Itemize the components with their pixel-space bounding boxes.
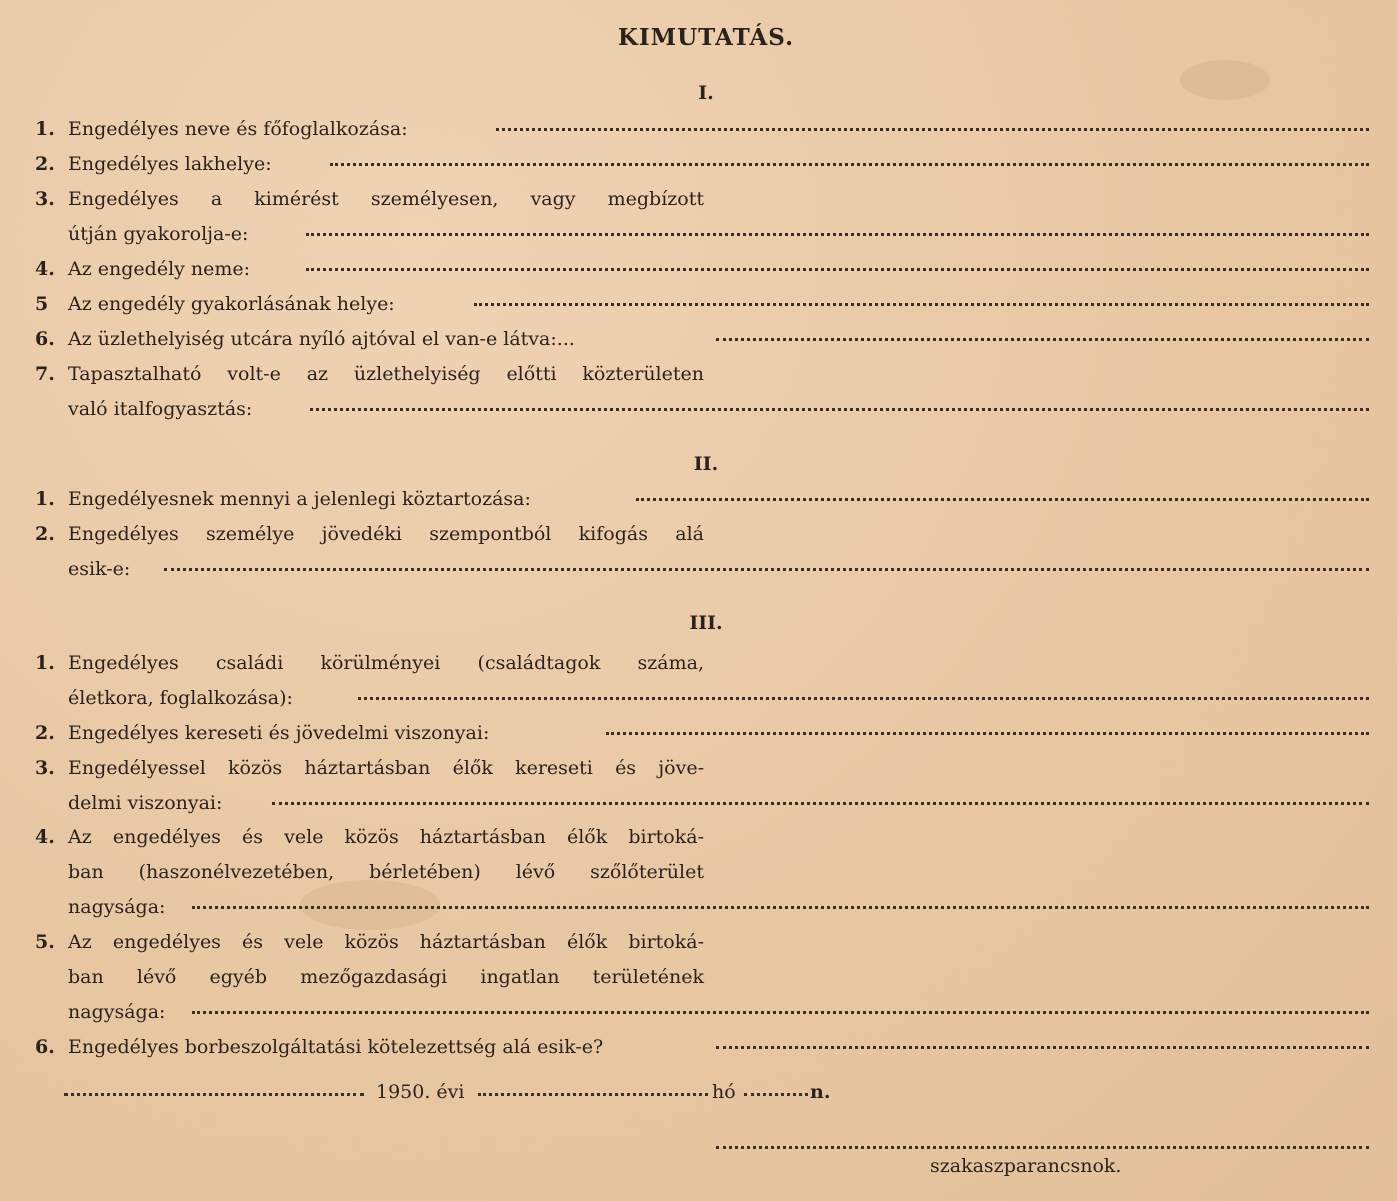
item-text: Tapasztalható volt-e az üzlethelyiség előtti közterületen: [68, 363, 704, 385]
answer-line[interactable]: [272, 802, 1369, 805]
item-number: 1.: [35, 652, 55, 674]
answer-line[interactable]: [716, 1046, 1369, 1049]
item-text: Engedélyes családi körülményei (családtagok száma,: [68, 652, 704, 674]
item-number: 2.: [35, 722, 55, 744]
month-label: hó: [712, 1081, 736, 1103]
item-text: Az üzlethelyiség utcára nyíló ajtóval el van-e látva:...: [68, 328, 575, 350]
item-text-continued: esik-e:: [68, 558, 131, 580]
item-number: 5.: [35, 931, 55, 953]
answer-line[interactable]: [306, 268, 1369, 271]
item-text: Engedélyessel közös háztartásban élők kereseti és jöve-: [68, 757, 704, 779]
item-text: Az engedély gyakorlásának helye:: [68, 293, 395, 315]
answer-line[interactable]: [636, 498, 1369, 501]
answer-line[interactable]: [716, 338, 1369, 341]
signature-line[interactable]: [716, 1146, 1369, 1149]
item-number: 5: [35, 293, 49, 315]
paper-stain: [300, 880, 440, 930]
section-3-heading: III.: [689, 612, 723, 634]
section-1-heading: I.: [698, 82, 714, 104]
place-line[interactable]: [64, 1093, 364, 1096]
answer-line[interactable]: [306, 233, 1369, 236]
item-text: Engedélyes neve és főfoglalkozása:: [68, 118, 408, 140]
item-text: Engedélyes kereseti és jövedelmi viszonyai:: [68, 722, 490, 744]
item-text: Az engedélyes és vele közös háztartásban élők birtoká-: [68, 931, 704, 953]
year-label: 1950. évi: [376, 1081, 465, 1103]
item-number: 2.: [35, 523, 55, 545]
answer-line[interactable]: [606, 732, 1369, 735]
answer-line[interactable]: [358, 697, 1369, 700]
item-number: 7.: [35, 363, 55, 385]
item-text-continued: ban (haszonélvezetében, bérletében) lévő szőlőterület: [68, 861, 704, 883]
item-number: 6.: [35, 1036, 55, 1058]
day-line[interactable]: [744, 1093, 808, 1096]
answer-line[interactable]: [164, 568, 1369, 571]
item-text: Az engedély neme:: [68, 258, 251, 280]
item-text-continued: nagysága:: [68, 1001, 166, 1023]
item-number: 4.: [35, 258, 55, 280]
month-line[interactable]: [478, 1093, 708, 1096]
item-text-continued: delmi viszonyai:: [68, 792, 223, 814]
item-number: 4.: [35, 826, 55, 848]
day-label: n.: [810, 1081, 831, 1103]
item-text-continued: ban lévő egyéb mezőgazdasági ingatlan területének: [68, 966, 704, 988]
item-number: 1.: [35, 118, 55, 140]
answer-line[interactable]: [192, 1011, 1369, 1014]
section-2-heading: II.: [693, 453, 719, 475]
answer-line[interactable]: [192, 906, 1369, 909]
item-text-continued: életkora, foglalkozása):: [68, 687, 293, 709]
item-text: Engedélyes a kimérést személyesen, vagy megbízott: [68, 188, 704, 210]
item-number: 6.: [35, 328, 55, 350]
item-text: Engedélyes borbeszolgáltatási kötelezettség alá esik-e?: [68, 1036, 604, 1058]
answer-line[interactable]: [496, 128, 1369, 131]
item-text: Engedélyes lakhelye:: [68, 153, 272, 175]
item-number: 3.: [35, 757, 55, 779]
item-text-continued: nagysága:: [68, 896, 166, 918]
answer-line[interactable]: [474, 303, 1369, 306]
item-text: Engedélyesnek mennyi a jelenlegi köztartozása:: [68, 488, 531, 510]
document-title: KIMUTATÁS.: [617, 24, 795, 51]
answer-line[interactable]: [330, 163, 1369, 166]
signature-label: szakaszparancsnok.: [930, 1155, 1122, 1177]
item-number: 1.: [35, 488, 55, 510]
item-number: 3.: [35, 188, 55, 210]
item-text: Engedélyes személye jövedéki szempontból kifogás alá: [68, 523, 704, 545]
item-text-continued: útján gyakorolja-e:: [68, 223, 249, 245]
item-number: 2.: [35, 153, 55, 175]
item-text: Az engedélyes és vele közös háztartásban élők birtoká-: [68, 826, 704, 848]
item-text-continued: való italfogyasztás:: [68, 398, 253, 420]
answer-line[interactable]: [310, 408, 1369, 411]
